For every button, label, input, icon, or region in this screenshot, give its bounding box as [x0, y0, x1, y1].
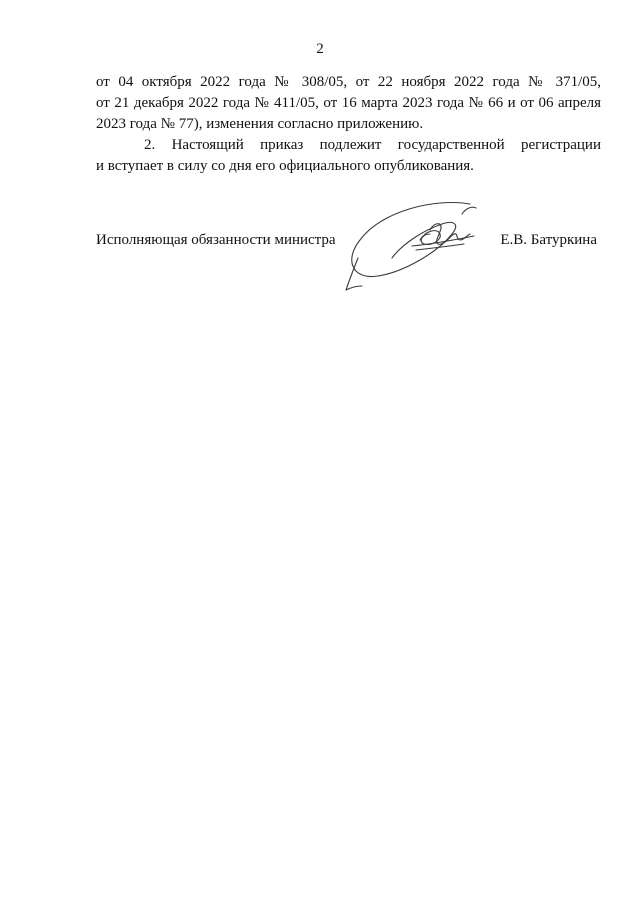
item-2-line-1: 2. Настоящий приказ подлежит государственной регистрации [144, 137, 601, 153]
handwritten-signature-icon [342, 200, 482, 295]
signature-block [96, 230, 601, 310]
paragraph-line-2: от 21 декабря 2022 года № 411/05, от 16 марта 2023 года № 66 и от 06 апреля [96, 95, 601, 111]
signatory-name: Е.В. Батуркина [500, 232, 597, 248]
signatory-title: Исполняющая обязанности министра [96, 232, 336, 248]
item-2-line-2: и вступает в силу со дня его официального опубликования. [96, 158, 474, 174]
paragraph-line-3: 2023 года № 77), изменения согласно приложению. [96, 116, 424, 132]
document-body [96, 72, 601, 177]
page-number: 2 [316, 41, 324, 57]
paragraph-line-1: от 04 октября 2022 года № 308/05, от 22 ноября 2022 года № 371/05, [96, 74, 601, 90]
